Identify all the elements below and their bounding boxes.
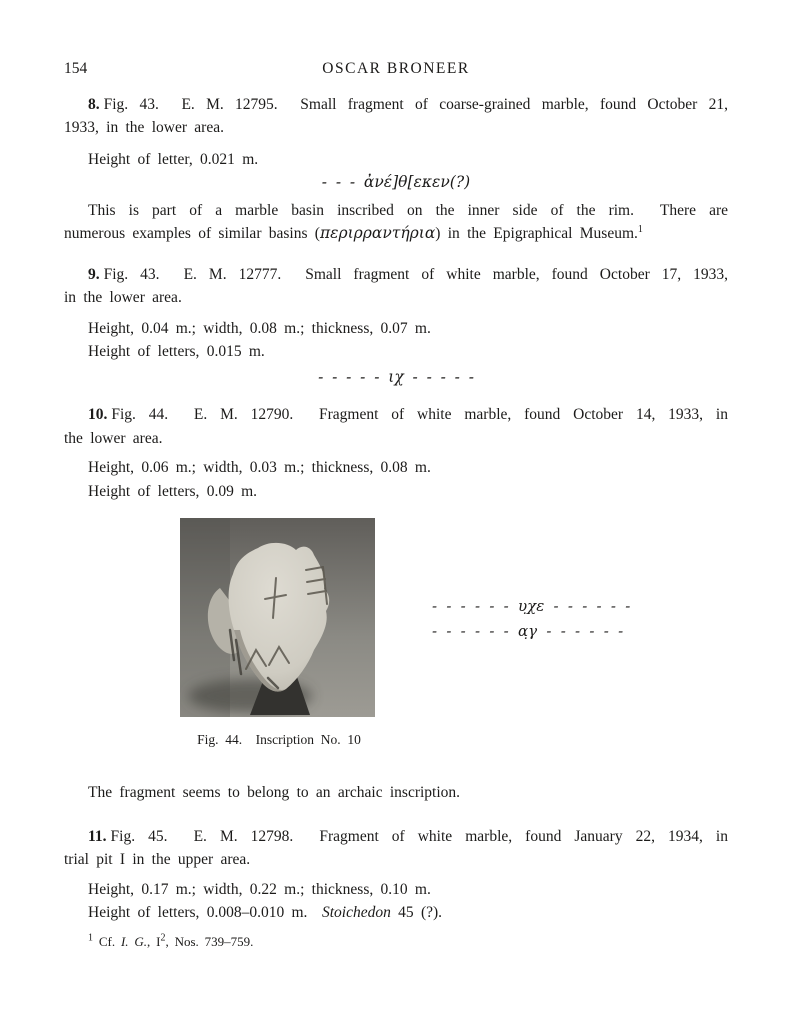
- entry-11-dimensions-1: Height, 0.17 m.; width, 0.22 m.; thickness, 0.10 m.: [88, 880, 431, 898]
- marble-fragment-illustration: [180, 518, 375, 717]
- entry-11-dimensions-2: [64, 901, 728, 925]
- page-header: [64, 57, 728, 81]
- footnote-1: [64, 932, 728, 951]
- entry-8-number: 8.: [88, 95, 100, 113]
- entry-11-line-2: trial pit I in the upper area.: [64, 851, 251, 868]
- entry-9-line-2: in the lower area.: [64, 289, 182, 306]
- entry-10-line-2: the lower area.: [64, 429, 163, 447]
- basin-note-line-2: [64, 222, 728, 246]
- figure-44-inscription-text: [432, 594, 630, 644]
- entry-10-number: 10.: [88, 406, 108, 423]
- entry-9-number: 9.: [88, 265, 100, 283]
- footnote-1-ig-reference: I. G.: [120, 933, 148, 949]
- marble-fragment-photo: [180, 518, 375, 717]
- entry-9-inscription-text: - - - - - ιχ - - - - -: [318, 367, 474, 386]
- entry-11-line-1: [64, 825, 728, 849]
- entry-11-number: 11.: [88, 827, 107, 845]
- entry-10-paragraph: [64, 403, 728, 503]
- entry-8-text-1: Fig. 43. E. M. 12795. Small fragment of coarse-grained marble, found October 21,: [103, 95, 728, 113]
- footnote-1-marker: 1: [88, 932, 93, 944]
- entry-8-inscription-text: - - - ἀνέ]θ[εκεν(?): [321, 173, 471, 191]
- entry-8-line-1: [64, 93, 728, 117]
- entry-9-dimensions-2: Height of letters, 0.015 m.: [88, 343, 265, 360]
- footnote-reference-1: 1: [637, 223, 643, 235]
- footnote-1-edition-superscript: 2: [160, 932, 166, 944]
- entry-11-letters-height: Height of letters, 0.008–0.010 m.: [88, 904, 322, 921]
- entry-8-line-2: 1933, in the lower area.: [64, 119, 224, 136]
- footnote-1-mid: , I: [147, 933, 161, 949]
- page-content: [64, 57, 728, 951]
- entry-9-text-1: Fig. 43. E. M. 12777. Small fragment of white marble, found October 17, 1933,: [103, 265, 728, 283]
- entry-9-paragraph: [64, 263, 728, 390]
- inscription-line-2: - - - - - - α̣γ - - - - - -: [432, 622, 624, 640]
- entry-8-paragraph: [64, 93, 728, 195]
- entry-9-line-1: [64, 263, 728, 287]
- entry-10-text-1: Fig. 44. E. M. 12790. Fragment of white marble, found October 14, 1933, in: [111, 406, 728, 423]
- basin-note-text-post: ) in the Epigraphical Museum.: [435, 225, 638, 242]
- basin-note-greek-term: περιρραντήρια: [319, 224, 436, 242]
- entry-11-text-1: Fig. 45. E. M. 12798. Fragment of white marble, found January 22, 1934, in: [110, 827, 728, 845]
- running-head: OSCAR BRONEER: [322, 60, 470, 77]
- entry-10-line-1: [64, 403, 728, 427]
- entry-10-dimensions-1: Height, 0.06 m.; width, 0.03 m.; thickness, 0.08 m.: [88, 459, 431, 476]
- entry-11-paragraph: [64, 825, 728, 925]
- footnote-1-pre: Cf.: [93, 933, 121, 949]
- entry-11-stoichedon-count: 45 (?).: [390, 904, 443, 921]
- entry-8-dimensions: Height of letter, 0.021 m.: [88, 150, 259, 168]
- entry-10-dimensions-2: Height of letters, 0.09 m.: [88, 482, 258, 500]
- figure-44: [64, 518, 728, 750]
- stoichedon-term: Stoichedon: [322, 904, 391, 921]
- inscription-line-1: - - - - - - υ̣χε - - - - - -: [432, 597, 631, 615]
- entry-9-dimensions-1: Height, 0.04 m.; width, 0.08 m.; thickness, 0.07 m.: [88, 319, 431, 337]
- basin-note-line-1: This is part of a marble basin inscribed on the inner side of the rim. There are: [88, 201, 728, 219]
- basin-note-paragraph: [64, 199, 728, 246]
- figure-44-caption: Fig. 44. Inscription No. 10: [197, 732, 361, 747]
- page-number: 154: [64, 60, 88, 77]
- footnote-1-post: , Nos. 739–759.: [165, 933, 254, 949]
- entry-10-comment: The fragment seems to belong to an archaic inscription.: [88, 784, 461, 801]
- basin-note-text-pre: numerous examples of similar basins (: [64, 225, 320, 242]
